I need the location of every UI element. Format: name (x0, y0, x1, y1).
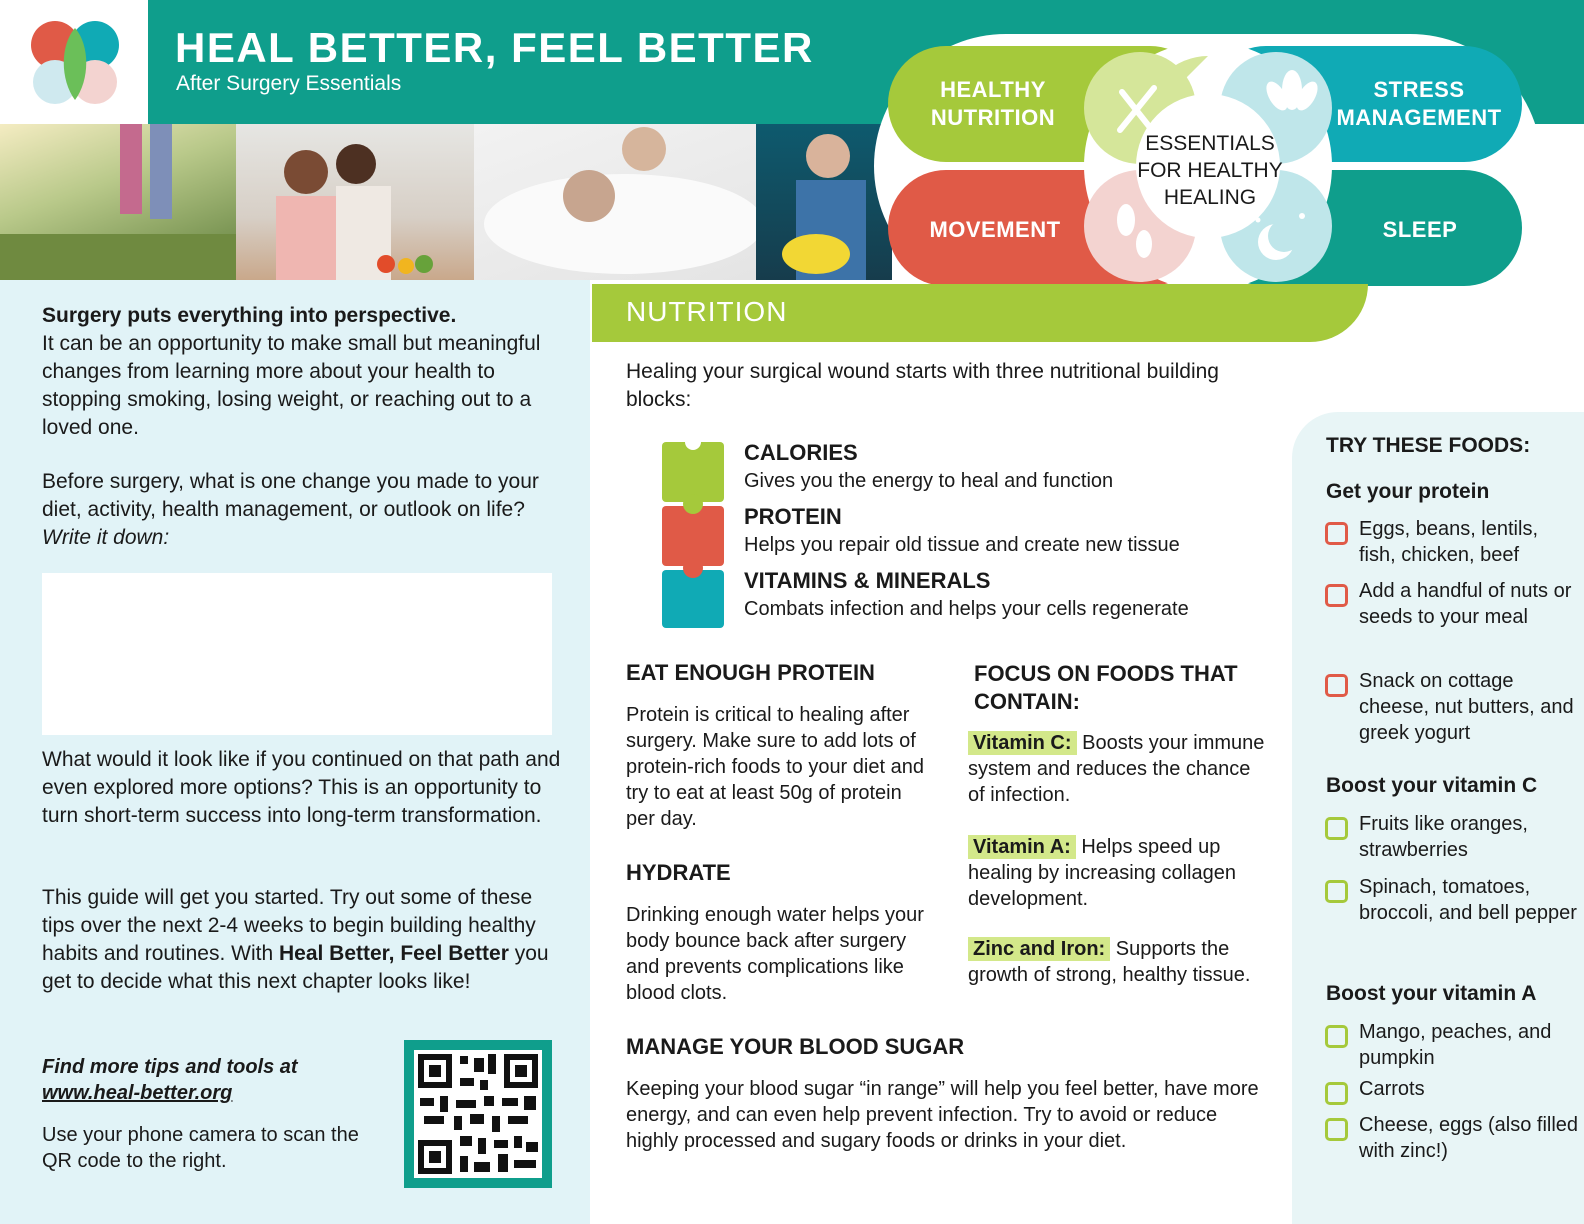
checkbox[interactable] (1325, 1082, 1348, 1105)
scan-text: Use your phone camera to scan the QR code to the right. (42, 1124, 359, 1172)
hydrate-heading: HYDRATE (626, 860, 731, 885)
puzzle-blocks-icon (660, 440, 726, 630)
page-subtitle: After Surgery Essentials (176, 72, 402, 95)
blood-sugar-text: Keeping your blood sugar “in range” will help you feel better, have more energy, and can even help prevent infection. Try to avoid or reduce highly processed and sugary foods or drinks in your diet. (626, 1078, 1259, 1152)
focus-zinc-iron: Zinc and Iron: Supports the growth of strong, healthy tissue. (968, 938, 1251, 986)
sleep-label: SLEEP (1382, 217, 1458, 242)
checkbox[interactable] (1325, 1118, 1348, 1141)
block-vitamins (744, 568, 1264, 621)
highlight-label: Zinc and Iron: (968, 937, 1110, 961)
protein-text: Protein is critical to healing after surgery. Make sure to add lots of protein-rich foods to your diet and try to eat at least 50g of protein per day. (626, 704, 924, 830)
healthy-nutrition-label: HEALTHY NUTRITION (930, 77, 1056, 130)
food-item: Eggs, beans, lentils, fish, chicken, beef (1359, 518, 1538, 566)
heart-logo-icon (0, 0, 148, 124)
stress-management-label: STRESS MANAGEMENT (1336, 77, 1502, 130)
checkbox[interactable] (1325, 880, 1348, 903)
blood-sugar-heading: MANAGE YOUR BLOOD SUGAR (626, 1034, 965, 1059)
block-protein (744, 504, 1264, 557)
highlight-label: Vitamin A: (968, 835, 1076, 859)
focus-heading: FOCUS ON FOODS THAT CONTAIN: (974, 661, 1238, 714)
qr-code-icon (414, 1050, 542, 1178)
guide-paragraph: This guide will get you started. Try out some of these tips over the next 2-4 weeks to begin building healthy habits and routines. With Heal Better, Feel Better you get to decide what this next chapter looks like! (42, 886, 549, 993)
logo (0, 0, 148, 124)
checkbox[interactable] (1325, 584, 1348, 607)
food-item: Cheese, eggs (also filled with zinc!) (1359, 1114, 1579, 1162)
food-item: Snack on cottage cheese, nut butters, and greek yogurt (1359, 670, 1574, 744)
intro-paragraph: Surgery puts everything into perspective. It can be an opportunity to make small but meaningful changes from learning more about your health to stopping smoking, losing weight, or reaching out to a loved one. (42, 304, 541, 439)
highlight-label: Vitamin C: (968, 731, 1077, 755)
photo-cooking (236, 124, 474, 280)
write-in-box[interactable] (42, 573, 552, 735)
website-link[interactable]: www.heal-better.org (42, 1082, 233, 1104)
photo-walking (0, 124, 236, 280)
foods-title: TRY THESE FOODS: (1326, 434, 1531, 457)
food-item: Mango, peaches, and pumpkin (1359, 1021, 1552, 1069)
essentials-center-label: ESSENTIALS FOR HEALTHY HEALING (1137, 132, 1283, 209)
checkbox[interactable] (1325, 817, 1348, 840)
focus-vitamin-a: Vitamin A: Helps speed up healing by increasing collagen development. (968, 836, 1236, 910)
photo-sleeping (474, 124, 756, 280)
path-paragraph: What would it look like if you continued on that path and even explored more options? This is an opportunity to turn short-term success into long-term transformation. (42, 748, 561, 827)
block-title: CALORIES (744, 440, 858, 465)
block-calories (744, 440, 1264, 493)
food-item: Carrots (1359, 1078, 1425, 1100)
block-title: VITAMINS & MINERALS (744, 568, 991, 593)
question-paragraph: Before surgery, what is one change you made to your diet, activity, health management, or outlook on life? Write it down: (42, 470, 539, 549)
group-title-protein: Get your protein (1326, 480, 1490, 503)
checkbox[interactable] (1325, 1025, 1348, 1048)
nutrition-title: NUTRITION (626, 296, 788, 327)
checkbox[interactable] (1325, 522, 1348, 545)
find-more-text: Find more tips and tools at www.heal-better.org (42, 1056, 298, 1104)
qr-code[interactable] (414, 1050, 542, 1178)
checkbox[interactable] (1325, 674, 1348, 697)
food-item: Fruits like oranges, strawberries (1359, 813, 1528, 861)
hydrate-text: Drinking enough water helps your body bounce back after surgery and prevents complications like blood clots. (626, 904, 924, 1004)
group-title-vitamin-c: Boost your vitamin C (1326, 774, 1538, 797)
block-title: PROTEIN (744, 504, 842, 529)
block-desc: Combats infection and helps your cells regenerate (744, 598, 1189, 620)
protein-heading: EAT ENOUGH PROTEIN (626, 660, 875, 685)
page-title: HEAL BETTER, FEEL BETTER (175, 24, 814, 71)
group-title-vitamin-a: Boost your vitamin A (1326, 982, 1537, 1005)
block-desc: Gives you the energy to heal and function (744, 470, 1114, 492)
focus-vitamin-c: Vitamin C: Boosts your immune system and reduces the chance of infection. (968, 732, 1265, 806)
nutrition-intro: Healing your surgical wound starts with three nutritional building blocks: (626, 360, 1219, 411)
movement-label: MOVEMENT (929, 217, 1061, 242)
block-desc: Helps you repair old tissue and create new tissue (744, 534, 1180, 556)
food-item: Add a handful of nuts or seeds to your meal (1359, 580, 1572, 628)
food-item: Spinach, tomatoes, broccoli, and bell pepper (1359, 876, 1577, 924)
